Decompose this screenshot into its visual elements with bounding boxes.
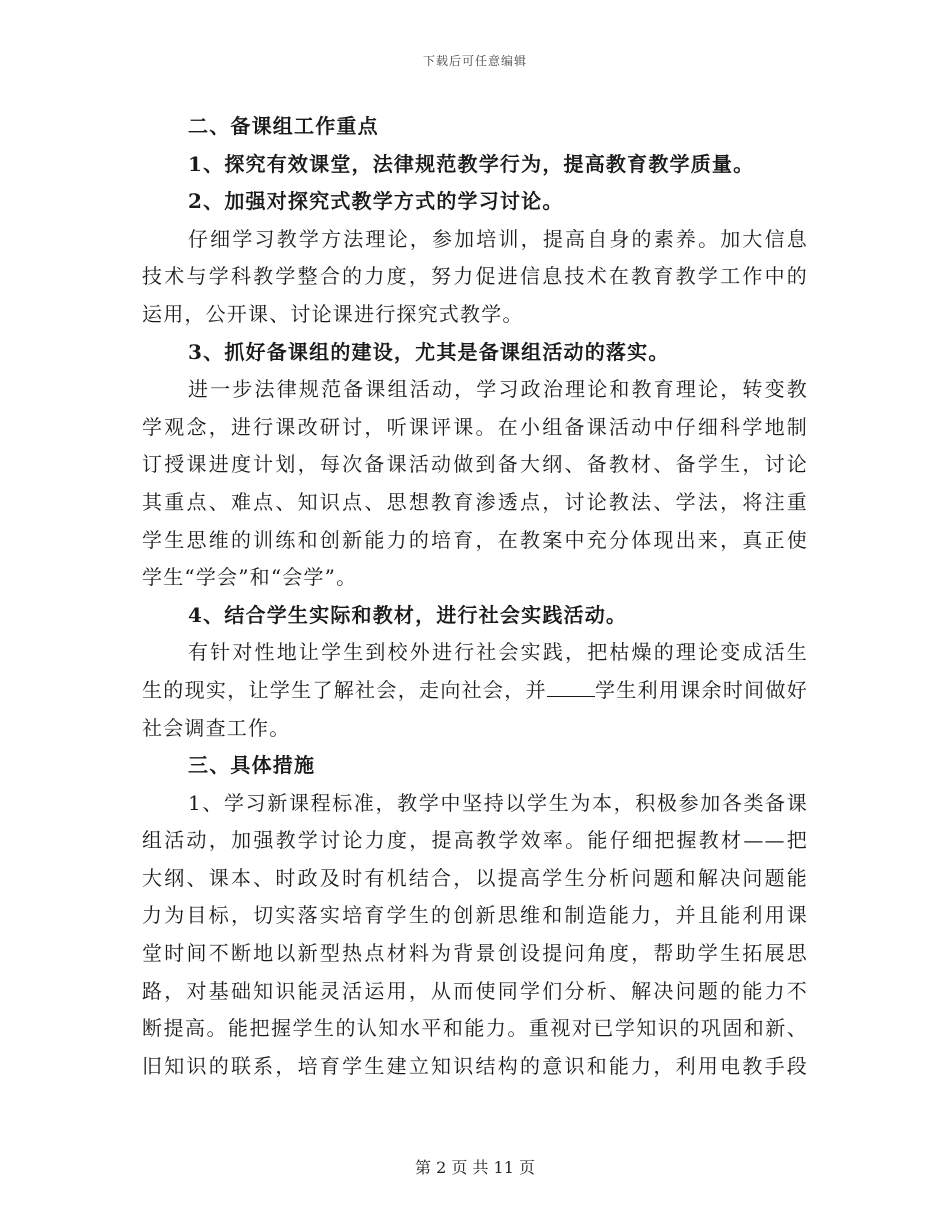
paragraph-line: 组活动，加强教学讨论力度，提高教学效率。能仔细把握教材——把 (142, 828, 808, 853)
paragraph-line: 旧知识的联系，培育学生建立知识结构的意识和能力，利用电教手段 (142, 1053, 808, 1078)
item-heading: 2、加强对探究式教学方式的学习讨论。 (188, 189, 564, 214)
paragraph-line: 仔细学习教学方法理论，参加培训，提高自身的素养。加大信息 (188, 226, 808, 251)
item-heading: 4、结合学生实际和教材，进行社会实践活动。 (188, 602, 628, 627)
paragraph-line: 订授课进度计划，每次备课活动做到备大纲、备教材、备学生，讨论 (142, 452, 808, 477)
document-body (142, 108, 808, 1085)
paragraph-line: 堂时间不断地以新型热点材料为背景创设提问角度，帮助学生拓展思 (142, 941, 808, 966)
item-heading: 3、抓好备课组的建设，尤其是备课组活动的落实。 (188, 339, 670, 364)
page-header-note: 下载后可任意编辑 (422, 54, 527, 68)
paragraph-line: 断提高。能把握学生的认知水平和能力。重视对已学知识的巩固和新、 (142, 1016, 808, 1041)
paragraph-line: 路，对基础知识能灵活运用，从而使同学们分析、解决问题的能力不 (142, 978, 808, 1003)
paragraph-line: 运用，公开课、讨论课进行探究式教学。 (142, 301, 524, 326)
paragraph-line (142, 672, 808, 710)
section-heading: 二、备课组工作重点 (188, 114, 379, 138)
fill-in-blank (547, 678, 595, 697)
paragraph-line: 社会调查工作。 (142, 715, 291, 740)
paragraph-line: 进一步法律规范备课组活动，学习政治理论和教育理论，转变教 (188, 377, 808, 402)
paragraph-text: 学生利用课余时间做好 (594, 677, 808, 702)
paragraph-line: 其重点、难点、知识点、思想教育渗透点，讨论教法、学法，将注重 (142, 489, 808, 514)
paragraph-line: 有针对性地让学生到校外进行社会实践，把枯燥的理论变成活生 (188, 640, 808, 665)
item-heading: 1、探究有效课堂，法律规范教学行为，提高教育教学质量。 (188, 151, 755, 176)
section-heading: 三、具体措施 (188, 753, 316, 778)
paragraph-text: 生的现实，让学生了解社会，走向社会，并 (142, 677, 547, 702)
paragraph-line: 学生思维的训练和创新能力的培育，在教案中充分体现出来，真正使 (142, 527, 808, 552)
paragraph-line: 力为目标，切实落实培育学生的创新思维和制造能力，并且能利用课 (142, 903, 808, 928)
page-number-footer: 第 2 页 共 11 页 (415, 1158, 535, 1177)
paragraph-line: 大纲、课本、时政及时有机结合，以提高学生分析问题和解决问题能 (142, 865, 808, 890)
paragraph-line: 学生“学会”和“会学”。 (142, 565, 358, 590)
paragraph-line: 技术与学科教学整合的力度，努力促进信息技术在教育教学工作中的 (142, 264, 808, 289)
paragraph-line: 1、学习新课程标准，教学中坚持以学生为本，积极参加各类备课 (188, 790, 808, 815)
paragraph-line: 学观念，进行课改研讨，听课评课。在小组备课活动中仔细科学地制 (142, 414, 808, 439)
